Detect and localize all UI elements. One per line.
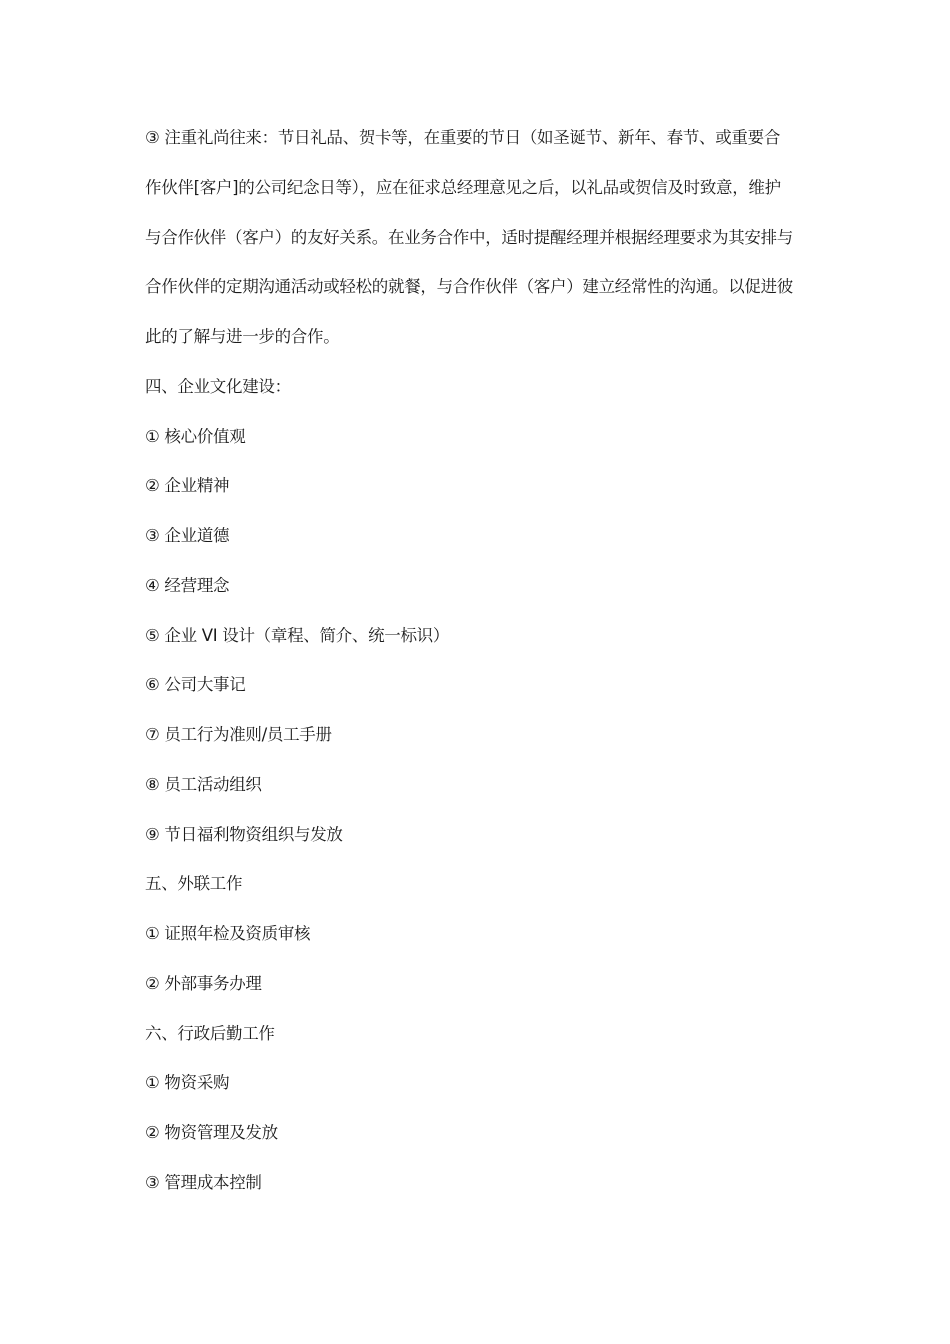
- list-item: ⑥ 公司大事记: [145, 675, 246, 695]
- paragraph-line: 合作伙伴的定期沟通活动或轻松的就餐，与合作伙伴（客户）建立经常性的沟通。以促进彼: [145, 277, 794, 297]
- paragraph-gifts: [145, 113, 810, 362]
- list-item: ③ 管理成本控制: [145, 1172, 262, 1192]
- list-item: ① 核心价值观: [145, 426, 246, 446]
- list-item: ① 证照年检及资质审核: [145, 924, 311, 943]
- list-item: ⑨ 节日福利物资组织与发放: [145, 824, 343, 844]
- list-item: ② 物资管理及发放: [145, 1123, 278, 1142]
- section-admin-logistics: [145, 1009, 810, 1208]
- paragraph-line: 此的了解与进一步的合作。: [145, 327, 340, 346]
- list-item: ③ 企业道德: [145, 526, 230, 545]
- paragraph-line: 作伙伴[客户]的公司纪念日等），应在征求总经理意见之后，以礼品或贺信及时致意，维护: [145, 177, 781, 197]
- list-item: ① 物资采购: [145, 1073, 230, 1093]
- section-heading: 六、行政后勤工作: [145, 1023, 275, 1043]
- section-external-affairs: [145, 859, 810, 1008]
- list-item: ⑧ 员工活动组织: [145, 774, 262, 794]
- list-item: ⑤ 企业 VI 设计（章程、简介、统一标识）: [145, 625, 450, 645]
- list-item: ⑦ 员工行为准则/员工手册: [145, 725, 332, 744]
- list-item: ② 企业精神: [145, 476, 230, 496]
- paragraph-line: 与合作伙伴（客户）的友好关系。在业务合作中，适时提醒经理并根据经理要求为其安排与: [145, 227, 794, 247]
- document-page: [145, 113, 810, 1208]
- list-item: ④ 经营理念: [145, 575, 230, 595]
- section-heading: 五、外联工作: [145, 874, 243, 894]
- list-item: ② 外部事务办理: [145, 973, 262, 993]
- section-corporate-culture: [145, 362, 810, 860]
- section-heading: 四、企业文化建设：: [145, 376, 291, 396]
- paragraph-line: ③ 注重礼尚往来：节日礼品、贺卡等，在重要的节日（如圣诞节、新年、春节、或重要合: [145, 128, 781, 147]
